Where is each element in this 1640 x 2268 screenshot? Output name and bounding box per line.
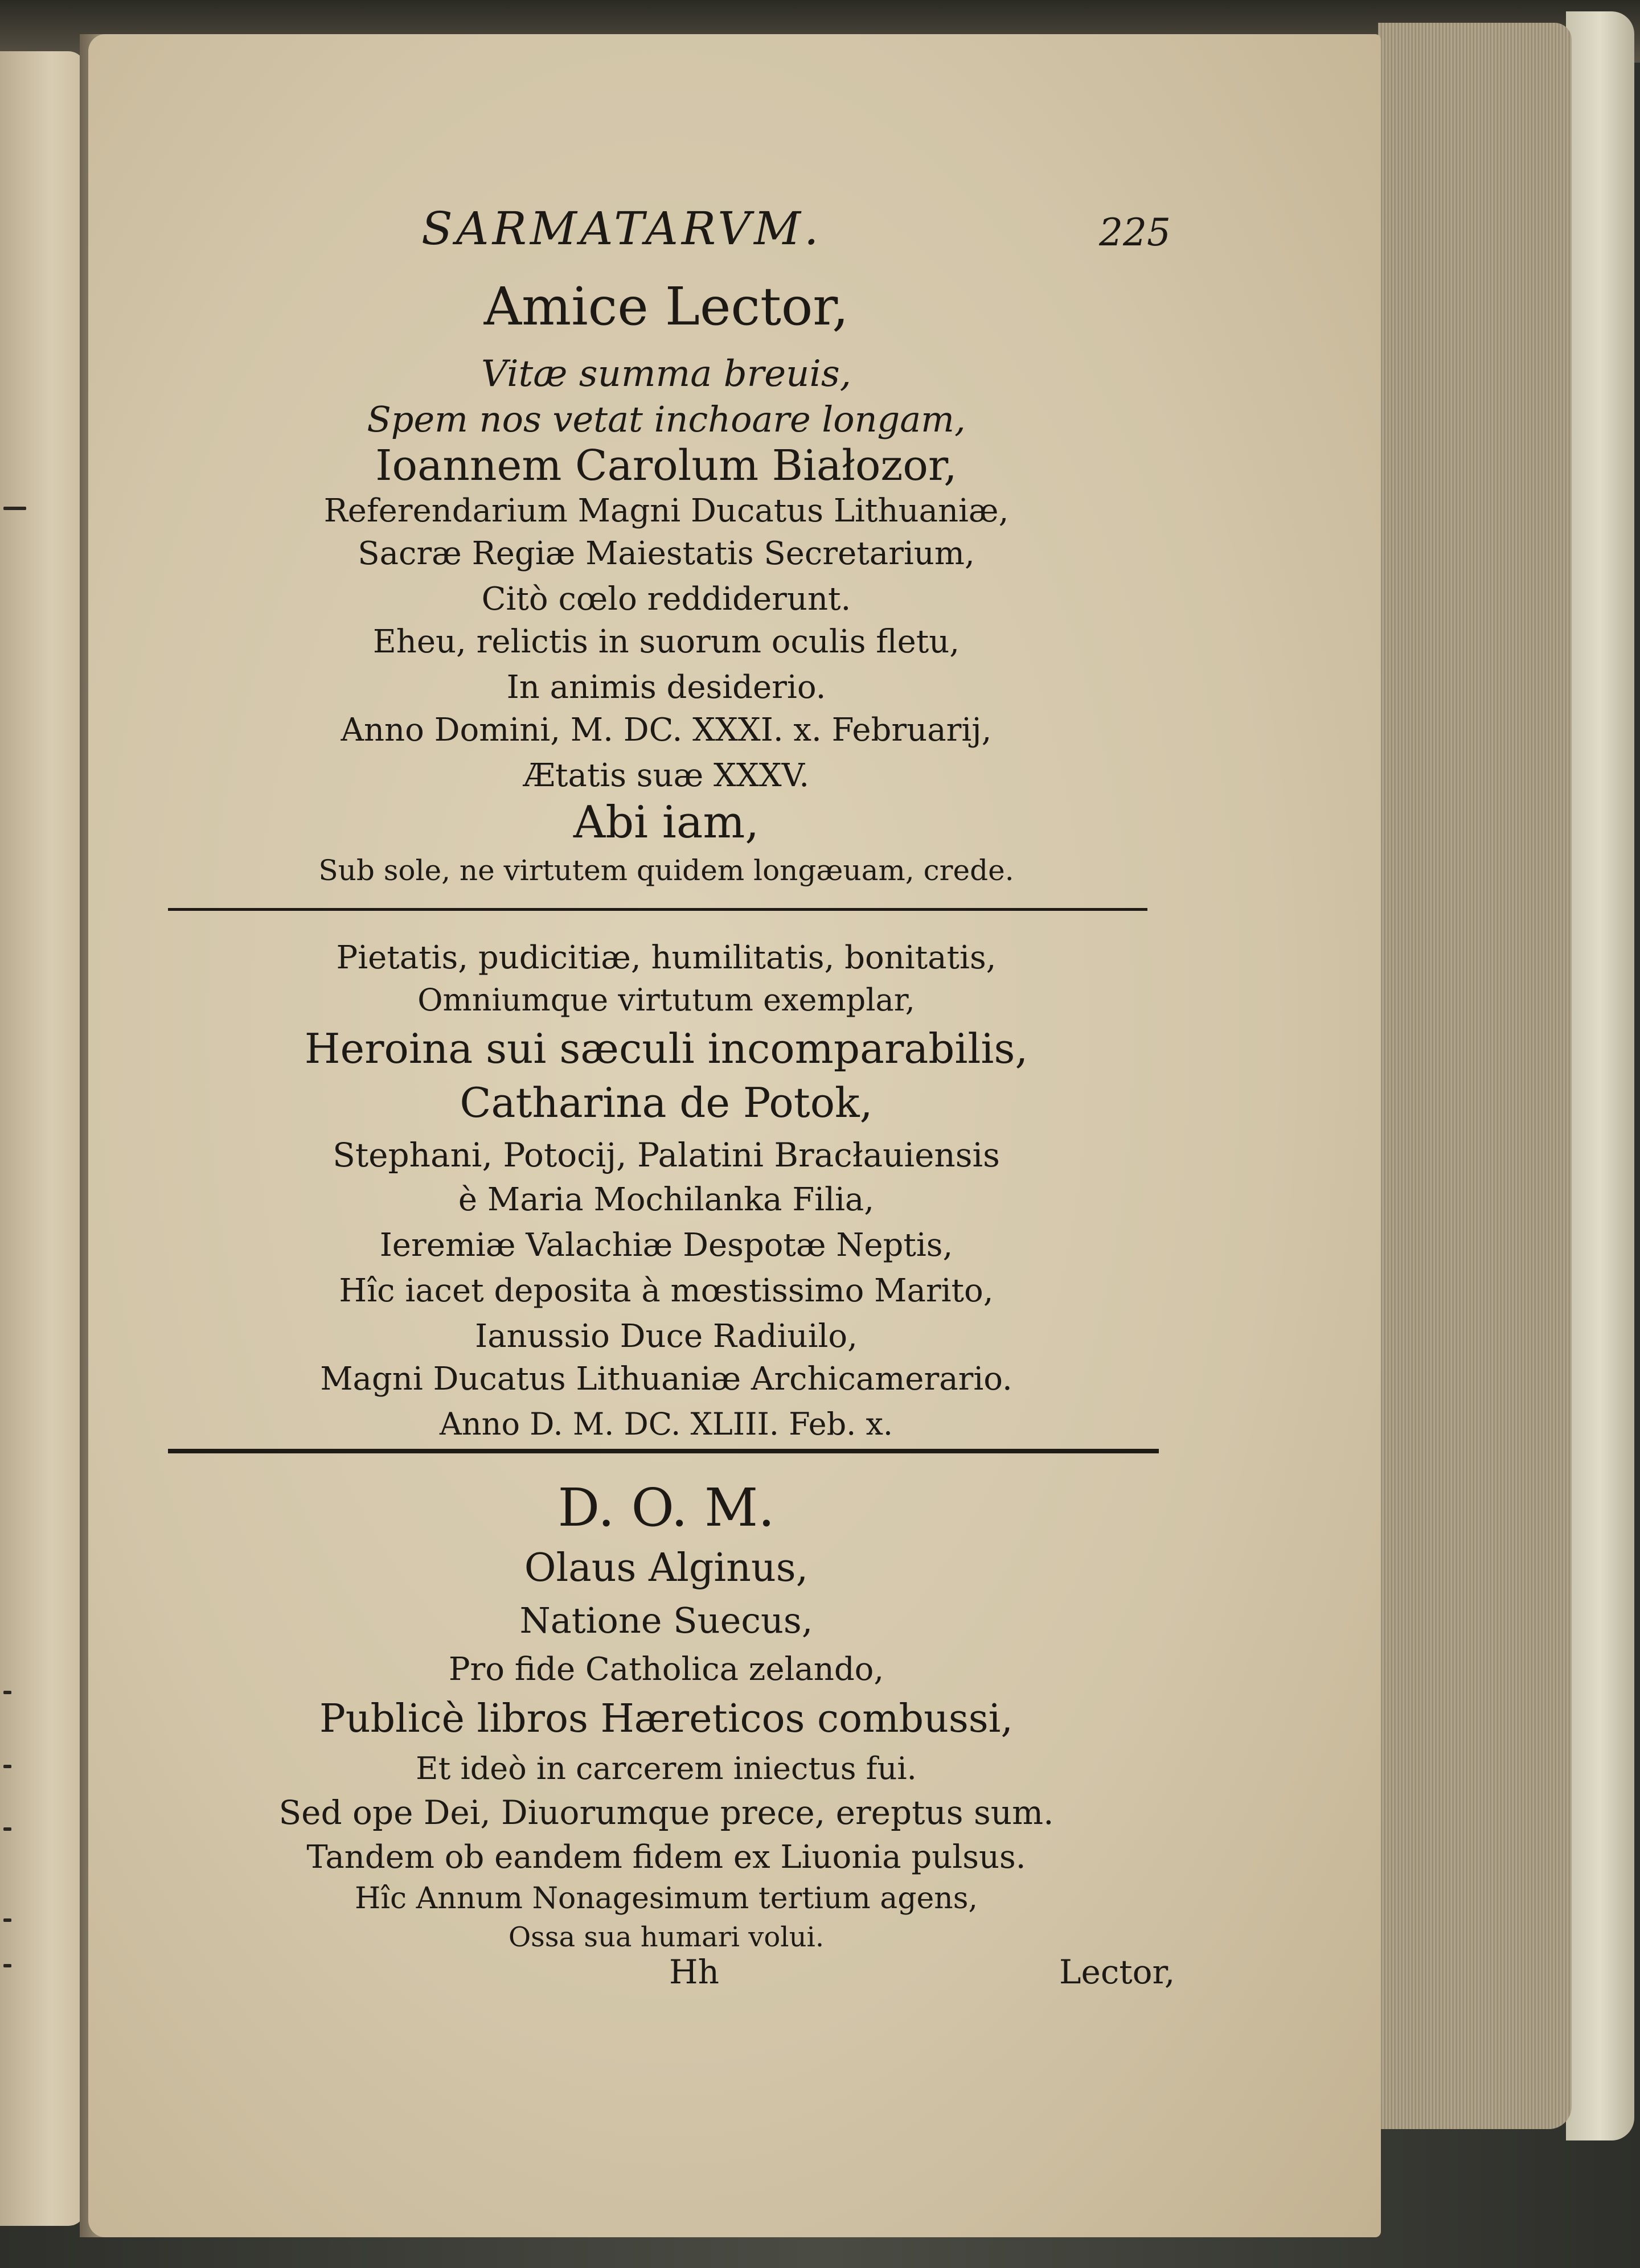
inscription-line: Abi iam, [573,797,760,848]
page-number: 225 [1099,211,1171,254]
inscription-line: Pro fide Catholica zelando, [448,1651,884,1688]
inscription-line: Ætatis suæ XXXV. [523,757,810,794]
inscription-line: Ieremiæ Valachiæ Despotæ Neptis, [379,1227,953,1264]
inscription-line: Ossa sua humari volui. [508,1921,825,1953]
inscription-line: Et ideò in carcerem iniectus fui. [416,1751,917,1786]
inscription-line: In animis desiderio. [506,669,826,706]
inscription-line: Hîc iacet deposita à mœstissimo Marito, [339,1272,994,1309]
inscription-line: Pietatis, pudicitiæ, humilitatis, bonitatis, [336,939,997,976]
inscription-line: Olaus Alginus, [524,1546,809,1591]
inscription-line: Publicè libros Hæreticos combussi, [319,1696,1014,1741]
inscription-line: Omniumque virtutum exemplar, [417,982,915,1018]
inscription-line: Ianussio Duce Radiuilo, [475,1318,858,1355]
inscription-line: Citò cœlo reddiderunt. [481,581,851,618]
inscription-line: Anno D. M. DC. XLIII. Feb. x. [439,1406,893,1442]
inscription-line: Ioannem Carolum Białozor, [375,441,957,490]
signature-mark: Hh [669,1953,719,1991]
book-cover-board [1566,11,1634,2140]
inscription-line: Amice Lector, [483,276,849,337]
previous-page-edge [0,51,85,2226]
catchword: Lector, [1059,1953,1175,1991]
inscription-line: Sacræ Regiæ Maiestatis Secretarium, [358,535,975,572]
inscription-line: Tandem ob eandem fidem ex Liuonia pulsus. [306,1839,1026,1876]
section-divider [168,908,1147,911]
inscription-line: Stephani, Potocij, Palatini Bracłauiensis [333,1136,1000,1174]
inscription-line: D. O. M. [557,1477,775,1538]
inscription-line: Catharina de Potok, [460,1079,873,1127]
inscription-line: Hîc Annum Nonagesimum tertium agens, [355,1881,978,1916]
inscription-line: Magni Ducatus Lithuaniæ Archicamerario. [320,1361,1012,1398]
inscription-line: Sed ope Dei, Diuorumque prece, ereptus sum. [278,1793,1054,1832]
inscription-line: Sub sole, ne virtutem quidem longæuam, crede. [318,854,1014,887]
inscription-line: Vitæ summa breuis, [481,353,852,395]
running-head: SARMATARVM. [421,202,822,255]
inscription-line: Heroina sui sæculi incomparabilis, [304,1025,1028,1073]
inscription-line: Referendarium Magni Ducatus Lithuaniæ, [323,492,1009,529]
page-fore-edge [1378,23,1572,2129]
inscription-line: Natione Suecus, [519,1600,813,1641]
inscription-line: Eheu, relictis in suorum oculis fletu, [372,623,960,660]
inscription-line: Anno Domini, M. DC. XXXI. x. Februarij, [341,712,992,749]
section-divider [168,1449,1159,1453]
inscription-line: è Maria Mochilanka Filia, [458,1181,875,1218]
inscription-line: Spem nos vetat inchoare longam, [367,398,966,440]
